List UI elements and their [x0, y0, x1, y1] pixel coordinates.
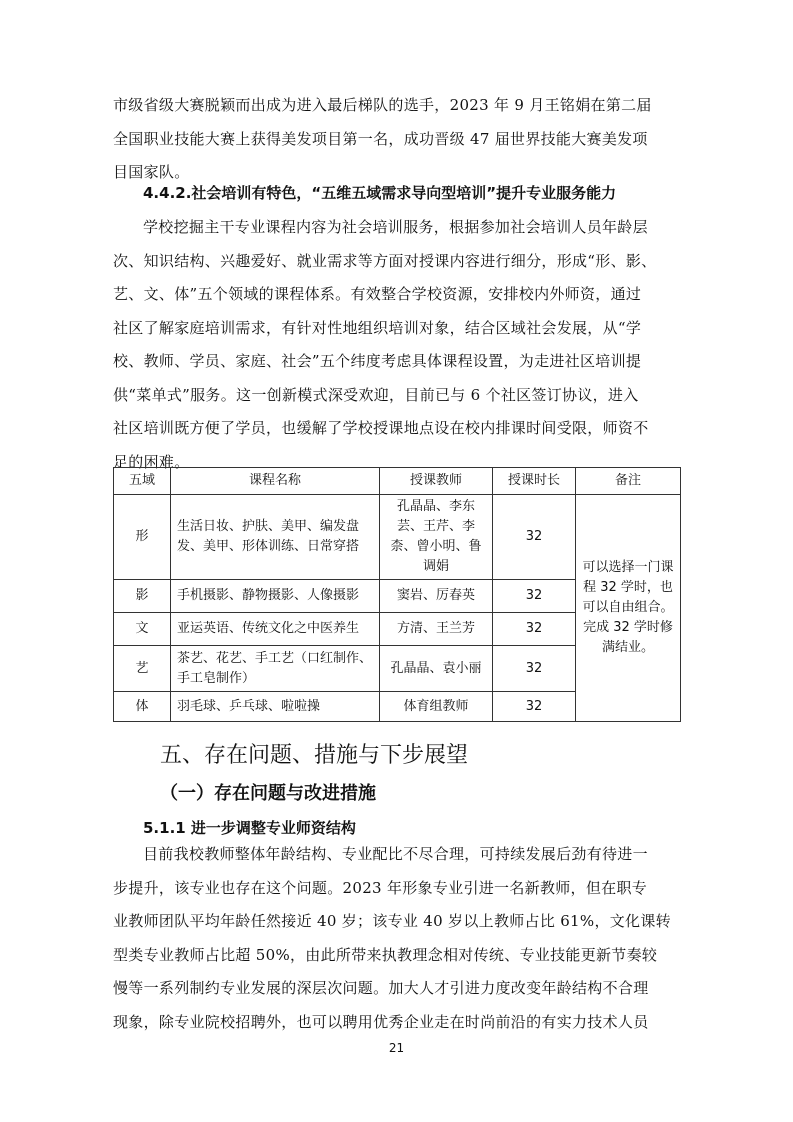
- text-line: 社区培训既方便了学员，也缓解了学校授课地点设在校内排课时间受限，师资不: [113, 419, 649, 437]
- cell-teacher: 体育组教师: [380, 692, 493, 722]
- section-title: 五、存在问题、措施与下步展望: [160, 743, 469, 768]
- heading-4-4-2: 4.4.2.社会培训有特色，“五维五域需求导向型培训”提升专业服务能力: [143, 184, 617, 202]
- text-line: 次、知识结构、兴趣爱好、就业需求等方面对授课内容进行细分，形成“形、影、: [113, 251, 657, 270]
- cell-teacher: 孔晶晶、李东芸、王芹、李柰、曾小明、鲁调娟: [380, 495, 493, 580]
- course-table: [113, 467, 681, 722]
- header-note: 备注: [576, 468, 681, 495]
- cell-domain: 形: [114, 495, 171, 580]
- text-line: 目国家队。: [113, 163, 190, 181]
- cell-hours: 32: [493, 613, 576, 646]
- cell-teacher: 窦岩、厉春英: [380, 580, 493, 613]
- cell-hours: 32: [493, 495, 576, 580]
- heading-5-1-1: 5.1.1 进一步调整专业师资结构: [143, 819, 356, 837]
- table-row: [114, 495, 681, 580]
- text-line: 学校挖掘主干专业课程内容为社会培训服务，根据参加社会培训人员年龄层: [143, 218, 648, 236]
- text-line: 足的困难。: [113, 452, 190, 471]
- cell-teacher: 孔晶晶、袁小丽: [380, 646, 493, 692]
- text-line: 现象，除专业院校招聘外，也可以聘用优秀企业走在时尚前沿的有实力技术人员: [113, 1012, 649, 1031]
- cell-courses: 羽毛球、乒乓球、啦啦操: [171, 692, 380, 722]
- cell-domain: 影: [114, 580, 171, 613]
- paragraph-continuation: [113, 89, 685, 190]
- text-line: 市级省级大赛脱颖而出成为进入最后梯队的选手，2023 年 9 月王铭娟在第二届: [113, 96, 652, 114]
- text-line: 供“菜单式”服务。这一创新模式深受欢迎，目前已与 6 个社区签订协议，进入: [113, 385, 639, 404]
- subsection-title: （一）存在问题与改进措施: [160, 783, 376, 804]
- text-line: 校、教师、学员、家庭、社会”五个纬度考虑具体课程设置，为走进社区培训提: [113, 352, 642, 370]
- cell-courses: 茶艺、花艺、手工艺（口红制作、手工皂制作）: [171, 646, 380, 692]
- text-line: 业教师团队平均年龄任然接近 40 岁；该专业 40 岁以上教师占比 61%，文化课转: [113, 912, 671, 930]
- paragraph-teacher-structure: [113, 838, 685, 1039]
- cell-domain: 艺: [114, 646, 171, 692]
- header-hours: 授课时长: [493, 468, 576, 495]
- text-line: 全国职业技能大赛上获得美发项目第一名，成功晋级 47 届世界技能大赛美发项: [113, 129, 648, 148]
- cell-hours: 32: [493, 692, 576, 722]
- cell-note: 可以选择一门课程 32 学时，也可以自由组合。完成 32 学时修满结业。: [576, 495, 681, 722]
- header-domain: 五域: [114, 468, 171, 495]
- cell-hours: 32: [493, 646, 576, 692]
- cell-hours: 32: [493, 580, 576, 613]
- cell-domain: 体: [114, 692, 171, 722]
- cell-teacher: 方清、王兰芳: [380, 613, 493, 646]
- text-line: 步提升，该专业也存在这个问题。2023 年形象专业引进一名新教师，但在职专: [113, 878, 648, 897]
- cell-domain: 文: [114, 613, 171, 646]
- text-line: 社区了解家庭培训需求，有针对性地组织培训对象，结合区域社会发展，从“学: [113, 318, 642, 337]
- text-line: 型类专业教师占比超 50%，由此所带来执教理念相对传统、专业技能更新节奏较: [113, 945, 658, 964]
- page-number: 21: [388, 1041, 405, 1055]
- cell-courses: 亚运英语、传统文化之中医养生: [171, 613, 380, 646]
- header-course-name: 课程名称: [171, 468, 380, 495]
- text-line: 慢等一系列制约专业发展的深层次问题。加大人才引进力度改变年龄结构不合理: [113, 979, 649, 997]
- text-line: 目前我校教师整体年龄结构、专业配比不尽合理，可持续发展后劲有待进一: [143, 845, 648, 863]
- paragraph-social-training: [113, 211, 685, 479]
- cell-courses: 手机摄影、静物摄影、人像摄影: [171, 580, 380, 613]
- cell-courses: 生活日妆、护肤、美甲、编发盘发、美甲、形体训练、日常穿搭: [171, 495, 380, 580]
- header-teacher: 授课教师: [380, 468, 493, 495]
- text-line: 艺、文、体”五个领域的课程体系。有效整合学校资源，安排校内外师资，通过: [113, 285, 642, 303]
- table-header-row: [114, 468, 681, 495]
